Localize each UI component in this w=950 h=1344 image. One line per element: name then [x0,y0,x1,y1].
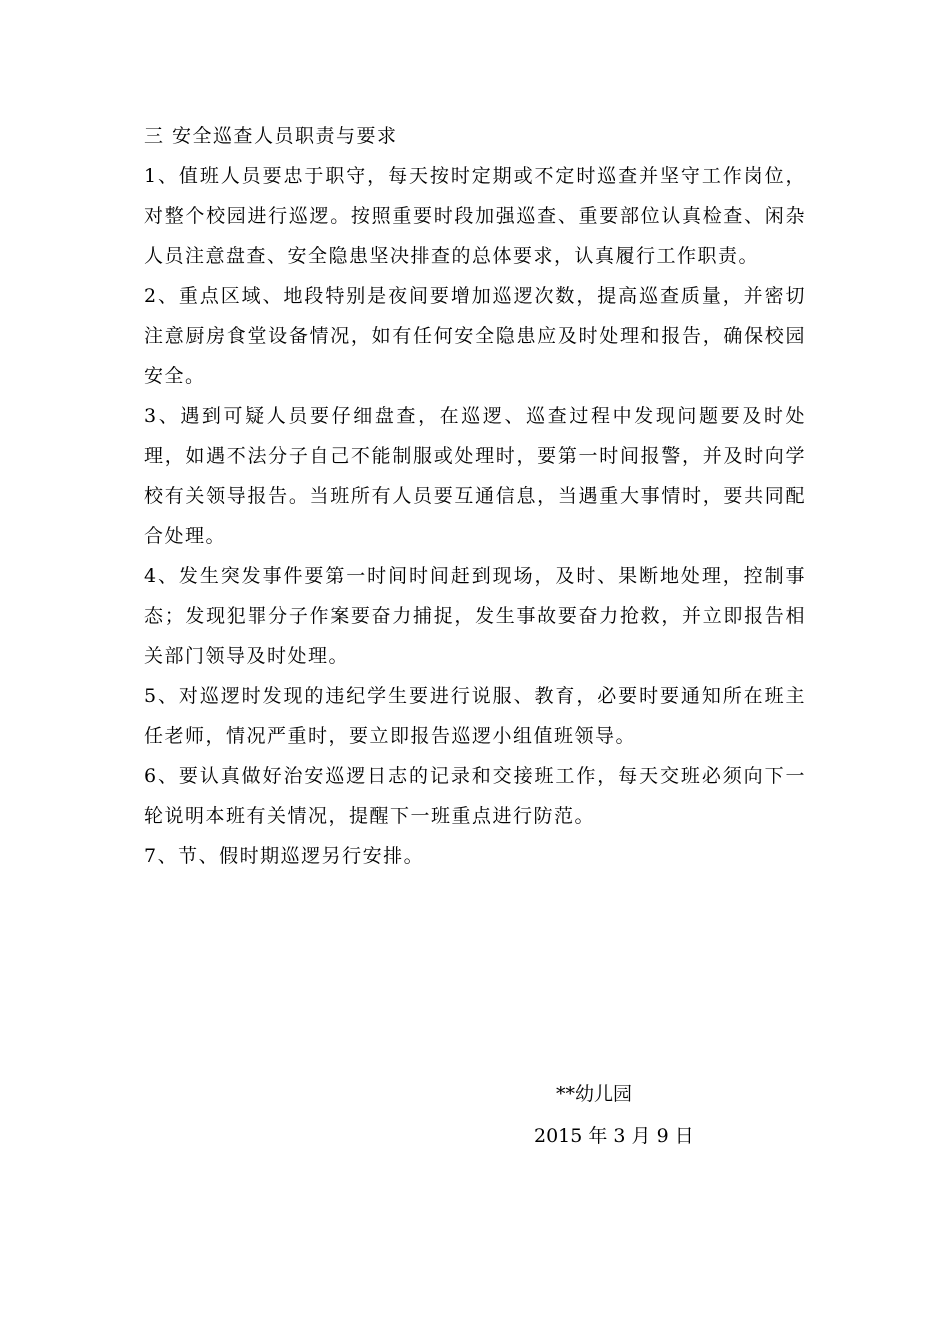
paragraph-2: 2、重点区域、地段特别是夜间要增加巡逻次数，提高巡查质量，并密切注意厨房食堂设备情况，如有任何安全隐患应及时处理和报告，确保校园安全。 [144,285,806,387]
section-heading: 三 安全巡查人员职责与要求 [144,125,398,147]
paragraph-6: 6、要认真做好治安巡逻日志的记录和交接班工作，每天交班必须向下一轮说明本班有关情况，提醒下一班重点进行防范。 [144,765,806,827]
signature-organization: **幼儿园 [556,1083,633,1105]
paragraph-5: 5、对巡逻时发现的违纪学生要进行说服、教育，必要时要通知所在班主任老师，情况严重时，要立即报告巡逻小组值班领导。 [144,685,806,747]
paragraph-1: 1、值班人员要忠于职守，每天按时定期或不定时巡查并坚守工作岗位，对整个校园进行巡逻。按照重要时段加强巡查、重要部位认真检查、闲杂人员注意盘查、安全隐患坚决排查的总体要求，认真履行工作职责。 [144,165,806,267]
document-body [144,116,806,876]
paragraph-7: 7、节、假时期巡逻另行安排。 [144,845,425,867]
paragraph-4: 4、发生突发事件要第一时间时间赶到现场，及时、果断地处理，控制事态；发现犯罪分子作案要奋力捕捉，发生事故要奋力抢救，并立即报告相关部门领导及时处理。 [144,565,806,667]
paragraph-3: 3、遇到可疑人员要仔细盘查，在巡逻、巡查过程中发现问题要及时处理，如遇不法分子自己不能制服或处理时，要第一时间报警，并及时向学校有关领导报告。当班所有人员要互通信息，当遇重大事情时，要共同配合处理。 [144,405,806,547]
signature-date: 2015 年 3 月 9 日 [534,1125,694,1147]
